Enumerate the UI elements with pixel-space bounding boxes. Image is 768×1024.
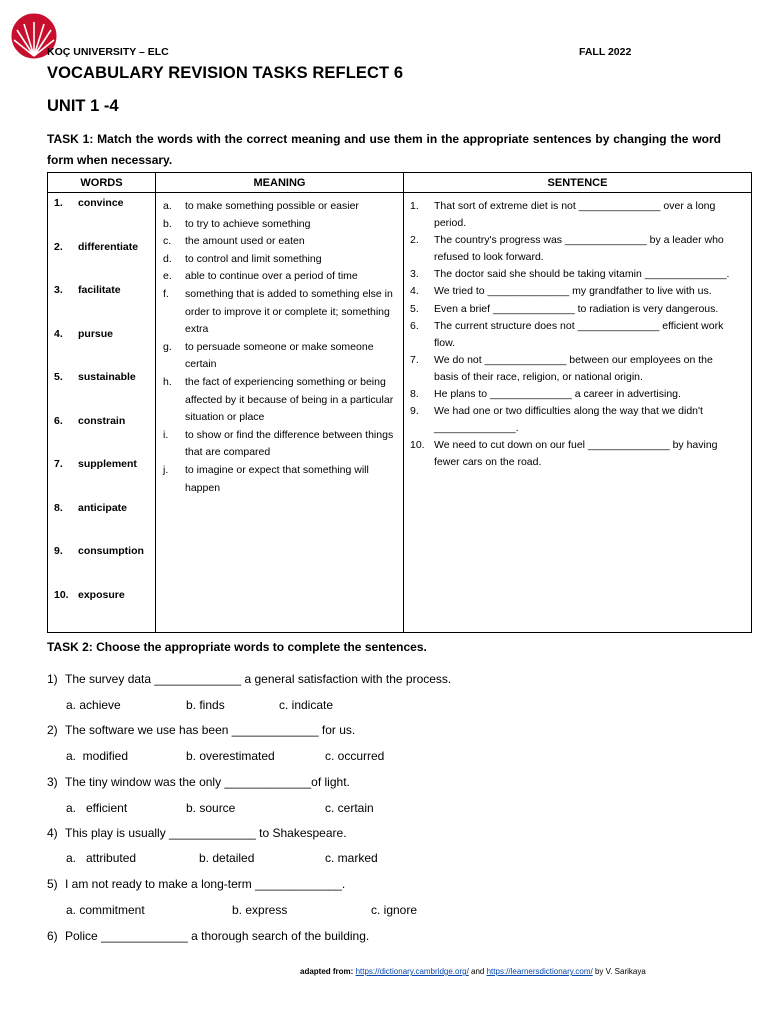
sentence-column <box>404 193 752 633</box>
q1-option-c[interactable]: c. indicate <box>279 698 334 712</box>
question-1: 1) The survey data _____________ a general satisfaction with the process. <box>47 672 452 686</box>
cambridge-link[interactable]: https://dictionary.cambridge.org/ <box>355 967 469 976</box>
question-3: 3) The tiny window was the only _____________of light. <box>47 775 350 789</box>
q5-option-b[interactable]: b. express <box>232 903 288 917</box>
q4-option-c[interactable]: c. marked <box>325 851 378 865</box>
sentence-item: 10. We need to cut down on our fuel ______________ by having fewer cars on the road. <box>410 439 718 469</box>
meaning-item: b. to try to achieve something <box>163 217 311 230</box>
q2-option-c[interactable]: c. occurred <box>325 749 385 763</box>
question-4: 4) This play is usually _____________ to Shakespeare. <box>47 826 347 840</box>
word-item: 6. constrain <box>54 414 126 427</box>
sentence-item: 4. We tried to ______________ my grandfather to live with us. <box>410 285 712 298</box>
meaning-item: j. to imagine or expect that something will happen <box>163 463 369 494</box>
sentence-item: 1. That sort of extreme diet is not ______________ over a long period. <box>410 200 716 230</box>
q5-option-c[interactable]: c. ignore <box>371 903 418 917</box>
sentence-item: 7. We do not ______________ between our employees on the basis of their race, religion, or national origin. <box>410 353 713 383</box>
sentence-item: 6. The current structure does not ______________ efficient work flow. <box>410 319 724 349</box>
word-item: 7. supplement <box>54 458 137 470</box>
q1-option-a[interactable]: a. achieve <box>66 698 121 712</box>
sentence-item: 8. He plans to ______________ a career in advertising. <box>410 388 681 401</box>
learners-link[interactable]: https://learnersdictionary.com/ <box>486 967 593 976</box>
word-item: 3. facilitate <box>54 284 121 296</box>
table-header-row <box>48 173 752 193</box>
sentence-item: 9. We had one or two difficulties along the way that we didn't ______________. <box>410 405 703 435</box>
term-label: FALL 2022 <box>579 46 632 58</box>
question-6: 6) Police _____________ a thorough search of the building. <box>47 929 370 943</box>
university-name: KOÇ UNIVERSITY – ELC <box>47 46 169 58</box>
sentence-item: 2. The country's progress was ______________ by a leader who refused to look forward. <box>410 234 724 264</box>
unit-heading: UNIT 1 -4 <box>47 97 119 115</box>
meaning-item: f. something that is added to something else in order to improve it or complete it; something extra <box>163 287 393 336</box>
vocabulary-table <box>47 172 752 633</box>
question-5: 5) I am not ready to make a long-term _____________. <box>47 877 346 891</box>
meaning-item: a. to make something possible or easier <box>163 200 359 212</box>
word-item: 9. consumption <box>54 545 144 557</box>
meaning-item: g. to persuade someone or make someone certain <box>163 340 374 371</box>
task2-instruction: TASK 2: Choose the appropriate words to complete the sentences. <box>47 640 427 654</box>
meaning-item: h. the fact of experiencing something or being affected by it because of being in a particular situation or place <box>163 375 394 424</box>
q4-option-a[interactable]: a. attributed <box>66 851 137 865</box>
q5-option-a[interactable]: a. commitment <box>66 903 145 917</box>
sentence-item: 3. The doctor said she should be taking vitamin ______________. <box>410 268 730 281</box>
meaning-column <box>156 193 404 633</box>
meaning-item: e. able to continue over a period of time <box>163 270 358 283</box>
q1-option-b[interactable]: b. finds <box>186 698 225 712</box>
meaning-item: c. the amount used or eaten <box>163 235 305 248</box>
word-item: 2. differentiate <box>54 240 139 253</box>
q3-option-c[interactable]: c. certain <box>325 801 374 815</box>
meaning-item: d. to control and limit something <box>163 252 322 265</box>
sentence-item: 5. Even a brief ______________ to radiation is very dangerous. <box>410 302 719 315</box>
source-footer: adapted from: https://dictionary.cambridge.org/ and https://learnersdictionary.com/ by V. Sarikaya <box>300 967 646 976</box>
q3-option-a[interactable]: a. efficient <box>66 801 128 815</box>
sentence-header: SENTENCE <box>404 173 752 193</box>
q2-option-a[interactable]: a. modified <box>66 749 129 763</box>
word-item: 1. convince <box>54 197 124 209</box>
words-header: WORDS <box>48 173 156 193</box>
task1-instruction: TASK 1: Match the words with the correct meaning and use them in the appropriate sentences by changing the word form when necessary. <box>47 132 721 167</box>
word-item: 5. sustainable <box>54 371 136 383</box>
q2-option-b[interactable]: b. overestimated <box>186 749 275 763</box>
meaning-header: MEANING <box>156 173 404 193</box>
word-item: 4. pursue <box>54 327 114 340</box>
word-item: 10. exposure <box>54 588 125 601</box>
page-title: VOCABULARY REVISION TASKS REFLECT 6 <box>47 64 404 82</box>
word-item: 8. anticipate <box>54 501 128 514</box>
words-column <box>48 193 156 633</box>
question-2: 2) The software we use has been _____________ for us. <box>47 723 356 737</box>
q4-option-b[interactable]: b. detailed <box>199 851 255 865</box>
q3-option-b[interactable]: b. source <box>186 801 236 815</box>
meaning-item: i. to show or find the difference between things that are compared <box>163 428 394 459</box>
